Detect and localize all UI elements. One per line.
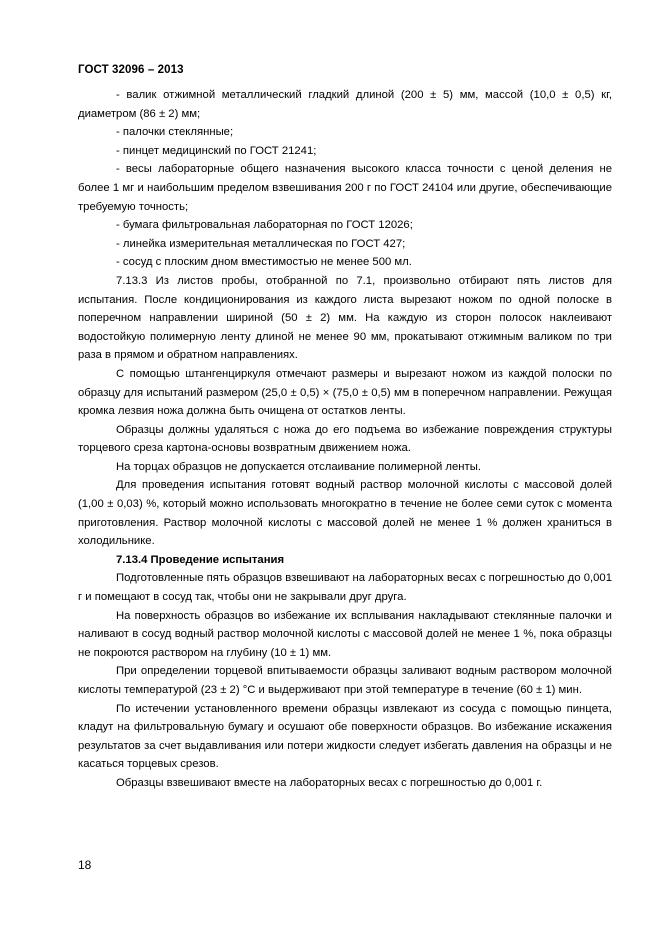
paragraph-solution-prep: Для проведения испытания готовят водный раствор молочной кислоты с массовой долей (1,00 ± 0,03) %, который можно использовать многократно в течение не более семи суток с момента приготовления. Раствор молочной кислоты с массовой долей не менее 1 % должен храниться в холодильнике. xyxy=(78,479,612,548)
paragraph-removal-drying: По истечении установленного времени образцы извлекают из сосуда с помощью пинцета, кладут на фильтровальную бумагу и осушают обе поверхности образцов. Во избежание искажения результатов за счет выдавливания или потери жидкости следует избегать давления на образцы и не касаться торцевых срезов. xyxy=(78,702,612,771)
list-item-ruler: - линейка измерительная металлическая по ГОСТ 427; xyxy=(116,237,406,250)
document-header: ГОСТ 32096 – 2013 xyxy=(78,64,184,76)
paragraph-tape-peeling: На торцах образцов не допускается отслаивание полимерной ленты. xyxy=(116,460,481,473)
paragraph-7-13-3: 7.13.3 Из листов пробы, отобранной по 7.1, произвольно отбирают пять листов для испытания. После кондиционирования из каждого листа вырезают ножом по одной полоске в поперечном направлении шириной (50 ± 2) мм. На каждую из сторон полосок наклеивают водостойкую полимерную ленту длиной не менее 90 мм, прокатывают отжимным валиком по три раза в прямом и обратном направлениях. xyxy=(78,274,612,362)
paragraph-samples-removal: Образцы должны удаляться с ножа до его подъема во избежание повреждения структуры торцевого среза картона-основы возвратным движением ножа. xyxy=(78,423,612,455)
paragraph-final-weighing: Образцы взвешивают вместе на лабораторных весах с погрешностью до 0,001 г. xyxy=(116,776,543,789)
page-number: 18 xyxy=(78,858,92,872)
list-item-roller: - валик отжимной металлический гладкий длиной (200 ± 5) мм, массой (10,0 ± 0,5) кг, диаметром (86 ± 2) мм; xyxy=(78,89,612,120)
list-item-filter-paper: - бумага фильтровальная лабораторная по ГОСТ 12026; xyxy=(116,219,413,232)
list-item-scales: - весы лабораторные общего назначения высокого класса точности с ценой деления не более 1 мг и наибольшим пределом взвешивания 200 г по ГОСТ 24104 или другие, обеспечивающие требуемую точность; xyxy=(78,163,612,213)
paragraph-glass-rods: На поверхность образцов во избежание их всплывания накладывают стеклянные палочки и наливают в сосуд водный раствор молочной кислоты с массовой долей не менее 1 %, пока образцы не покроются раствором на глубину (10 ± 1) мм. xyxy=(78,609,612,659)
section-heading-7-13-4: 7.13.4 Проведение испытания xyxy=(116,553,285,566)
paragraph-weighing: Подготовленные пять образцов взвешивают на лабораторных весах с погрешностью до 0,001 г и помещают в сосуд так, чтобы они не закрывали друг друга. xyxy=(78,572,612,604)
list-item-vessel: - сосуд с плоским дном вместимостью не менее 500 мл. xyxy=(116,256,412,269)
list-item-tweezers: - пинцет медицинский по ГОСТ 21241; xyxy=(116,144,317,157)
list-item-glass-rods: - палочки стеклянные; xyxy=(116,126,234,139)
paragraph-edge-absorption: При определении торцевой впитываемости образцы заливают водным раствором молочной кислоты температурой (23 ± 2) °С и выдерживают при этой температуре в течение (60 ± 1) мин. xyxy=(78,665,612,696)
paragraph-caliper: С помощью штангенциркуля отмечают размеры и вырезают ножом из каждой полоски по образцу для испытаний размером (25,0 ± 0,5) × (75,0 ± 0,5) мм в поперечном направлении. Режущая кромка лезвия ножа должна быть очищена от остатков ленты. xyxy=(78,367,612,418)
document-body xyxy=(78,86,612,793)
